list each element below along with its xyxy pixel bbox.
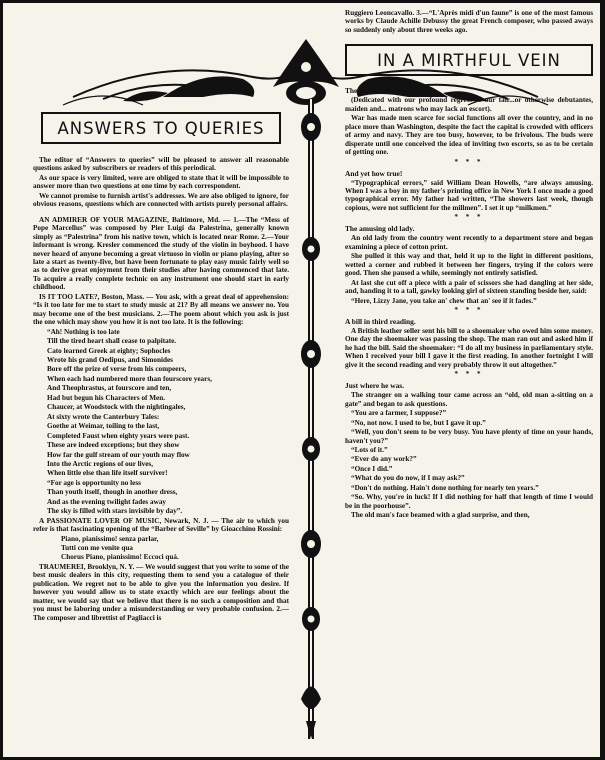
aria-line: Tutti con me venite qua bbox=[61, 544, 134, 553]
poem-line: And Theophrastus, at fourscore and ten, bbox=[47, 384, 172, 393]
answer-paragraph: A PASSIONATE LOVER OF MUSIC, Newark, N. J. — The air to which you refer is that fascinating opening of the “Barber of Seville” by Gioacchino Rossini: bbox=[33, 516, 289, 534]
anecdote-paragraph: “Typographical errors,” said William Dean Howells, “are always amusing. When I was a boy in my father's printing office in New York I once made a good typographical error. My father had written, “The showers last week, though copious, were not sufficient for the millmen”. I set it up “milkmen.” bbox=[345, 178, 593, 212]
poem-line: The sky is filled with stars invisible by day”. bbox=[47, 507, 183, 516]
anecdote-title: Just where he was. bbox=[345, 381, 404, 391]
poem-line: Into the Arctic regions of our lives, bbox=[47, 459, 154, 468]
anecdote-title: A bill in third reading. bbox=[345, 316, 416, 326]
poem-line: Completed Faust when eighty years were past. bbox=[47, 431, 190, 440]
anecdote-paragraph: “Don't do nothing. Hain't done nothing for nearly ten years.” bbox=[351, 483, 539, 492]
intro-paragraph: We cannot promise to furnish artist's addresses. We are also obliged to ignore, for obvious reasons, questions which are connected with artists purely personal affairs. bbox=[33, 191, 289, 209]
anecdote-paragraph: “No, not now. I used to be, but I gave it up.” bbox=[351, 418, 486, 427]
answer-paragraph: AN ADMIRER OF YOUR MAGAZINE, Baltimore, Md. — 1.—The “Mess of Pope Marcellus” was composed by Pier Luigi da Palestrina, generally known simply as “Palestrina” from his native town, which is located near Rome. 2.—Your informant is wrong. Kresler commenced the study of the violin in boyhood. I have never heard of anyone becoming a great virtuoso in violin or piano playing, after so late a start as twenty-five, but have been fortunate to play easy music fairly well so as to derive great enjoyment from their studies after having commenced that late. To acquire a really complete technic on any instrument one should start in early childhood. bbox=[33, 215, 289, 292]
anecdote-paragraph: The stranger on a walking tour came across an “old, old man a-sitting on a gate” and began to ask questions. bbox=[345, 391, 593, 408]
poem-line: These are indeed exceptions; but they show bbox=[47, 441, 180, 450]
anecdote-paragraph: The old man's face beamed with a glad surprise, and then, bbox=[351, 511, 530, 520]
poem-line: “Ah! Nothing is too late bbox=[47, 327, 120, 336]
anecdote-paragraph: “So. Why, you're in luck! If I did nothing for half that length of time I would be in the poorhouse”. bbox=[345, 493, 593, 510]
poem-line: Wrote his grand Oedipus, and Simonides bbox=[47, 355, 173, 364]
poem-line: Bore off the prize of verse from his compeers, bbox=[47, 365, 187, 374]
mirthful-heading: IN A MIRTHFUL VEIN bbox=[345, 44, 593, 76]
poem-line: When each had numbered more than fourscore years, bbox=[47, 374, 212, 383]
poem-line: Had but begun his Characters of Men. bbox=[47, 393, 166, 402]
anecdote-paragraph: War has made men scarce for social functions all over the country, and in no place more than Washington, despite the fact the capital is crowded with officers of army and navy. They are too busy, however, to be frivolous. The buds were disperate until one conceived the idea of inviting two escorts, so as to be certain of getting one. bbox=[345, 114, 593, 157]
aria-line: Piano, pianissimo! senza parlar, bbox=[61, 534, 159, 543]
anecdote-paragraph: She pulled it this way and that, held it up to the light in different positions, wetted a corner and rubbed it between her fingers, trying if the colors were good. Then she paused a while, seemingly not entirely satisfied. bbox=[345, 252, 593, 278]
intro-paragraph: The editor of “Answers to queries” will be pleased to answer all reasonable questions asked by subscribers or readers of this periodical. bbox=[33, 156, 289, 173]
anecdote-title: And yet how true! bbox=[345, 168, 403, 178]
anecdote-paragraph: An old lady from the country went recently to a department store and began examining a piece of cotton print. bbox=[345, 234, 593, 251]
answer-paragraph: IS IT TOO LATE?, Boston, Mass. — You ask, with a great deal of apprehension: “Is it too late for me to start to study music at 21? By all means we answer no. You may become one of the best musicians. 2.—The poem about which you ask is just the one which may show you how it is not too late. It is the following: bbox=[33, 292, 289, 327]
asterism-separator: * * * bbox=[454, 157, 484, 166]
poem-line: And as the evening twilight fades away bbox=[47, 497, 167, 506]
anecdote-paragraph: “Here, Lizzy Jane, you take an' chew that an' see if it fades.” bbox=[351, 296, 537, 305]
poem-line: Chaucer, at Woodstock with the nightingales, bbox=[47, 403, 186, 412]
mirthful-vein-column bbox=[345, 9, 593, 757]
column-divider-ornament bbox=[297, 99, 325, 739]
anecdote bbox=[345, 86, 593, 156]
answer-paragraph: TRAUMEREI, Brooklyn, N. Y. — We would suggest that you write to some of the best music dealers in this city, requesting them to send you a catalogue of their publication. We regret not to be able to give you the information you desire. If however you would allow us to state exactly which are our feelings about the matter, we would say that we believe that there is no such a composition and that you must be laboring under a misunderstanding or very probable confusion. 2.—The composer and librettist of Pagliacci is bbox=[33, 562, 289, 622]
poem-line: “For age is opportunity no less bbox=[47, 478, 141, 487]
poem-line: Till the tired heart shall cease to palpitate. bbox=[47, 337, 177, 346]
poem-line: Goethe at Weimar, toiling to the last, bbox=[47, 422, 160, 431]
answers-heading: ANSWERS TO QUERIES bbox=[41, 112, 281, 144]
aria-line: Chorus Piano, pianissimo! Eccoci quà. bbox=[61, 553, 179, 562]
poem-line: Cato learned Greek at eighty; Sophocles bbox=[47, 346, 171, 355]
anecdote-paragraph: (Dedicated with our profound regrets to our fair...or otherwise debutantes, maiden and... matrons who may lack an escort). bbox=[345, 96, 593, 113]
anecdote-paragraph: A British leather seller sent his bill to a shoemaker who owed him some money. One day the shoemaker was passing the shop. The man ran out and asked him if he had the bill. Said the shoemaker: “I do all my business in parliamentary style. When I received your bill I gave it the first reading. In another fortnight I will give it the second reading and very probably throw it out altogether.” bbox=[345, 326, 593, 369]
poem-line: Than youth itself, though in another dress, bbox=[47, 488, 178, 497]
anecdote-paragraph: “Lots of it.” bbox=[351, 445, 388, 454]
answers-to-queries-column bbox=[33, 108, 289, 748]
anecdote bbox=[345, 169, 593, 213]
asterism-separator: * * * bbox=[454, 213, 484, 222]
asterism-separator: * * * bbox=[454, 370, 484, 379]
poem-block bbox=[33, 328, 289, 516]
anecdote bbox=[345, 381, 593, 519]
continued-answer: Ruggiero Leoncavallo. 3.—“L'Après midi d'un faune” is one of the most famous works by Claude Achille Debussy the great French composer, who passed aways so suddenly only about three weeks ago. bbox=[345, 9, 593, 34]
poem-line: At sixty wrote the Canterbury Tales: bbox=[47, 412, 160, 421]
anecdote-paragraph: “You are a farmer, I suppose?” bbox=[351, 409, 447, 418]
poem-line: How far the gulf stream of our youth may flow bbox=[47, 450, 190, 459]
asterism-separator: * * * bbox=[454, 305, 484, 314]
anecdote bbox=[345, 224, 593, 305]
anecdote-title: The amusing old lady. bbox=[345, 224, 415, 234]
anecdote-paragraph: “Ever do any work?” bbox=[351, 455, 417, 464]
poem-line: When little else than life itself surviver! bbox=[47, 469, 168, 478]
intro-paragraph: As our space is very limited, were are obliged to state that it will be impossible to answer more than two questions at one time by each correspondent. bbox=[33, 173, 289, 191]
anecdote-paragraph: “Once I did.” bbox=[351, 464, 393, 473]
anecdote-paragraph: “Well, you don't seem to be very busy. You have plenty of time on your hands, haven't you?” bbox=[345, 428, 593, 445]
aria-block bbox=[33, 535, 289, 562]
anecdote bbox=[345, 317, 593, 369]
anecdote-title: The inconveniences of war. bbox=[345, 86, 430, 96]
anecdote-paragraph: “What do you do now, if I may ask?” bbox=[351, 474, 465, 483]
anecdote-paragraph: At last she cut off a piece with a pair of scissors she had dangling at her side, and, handing it to a tall, gawky looking girl of sixteen standing beside her, said: bbox=[345, 278, 593, 296]
